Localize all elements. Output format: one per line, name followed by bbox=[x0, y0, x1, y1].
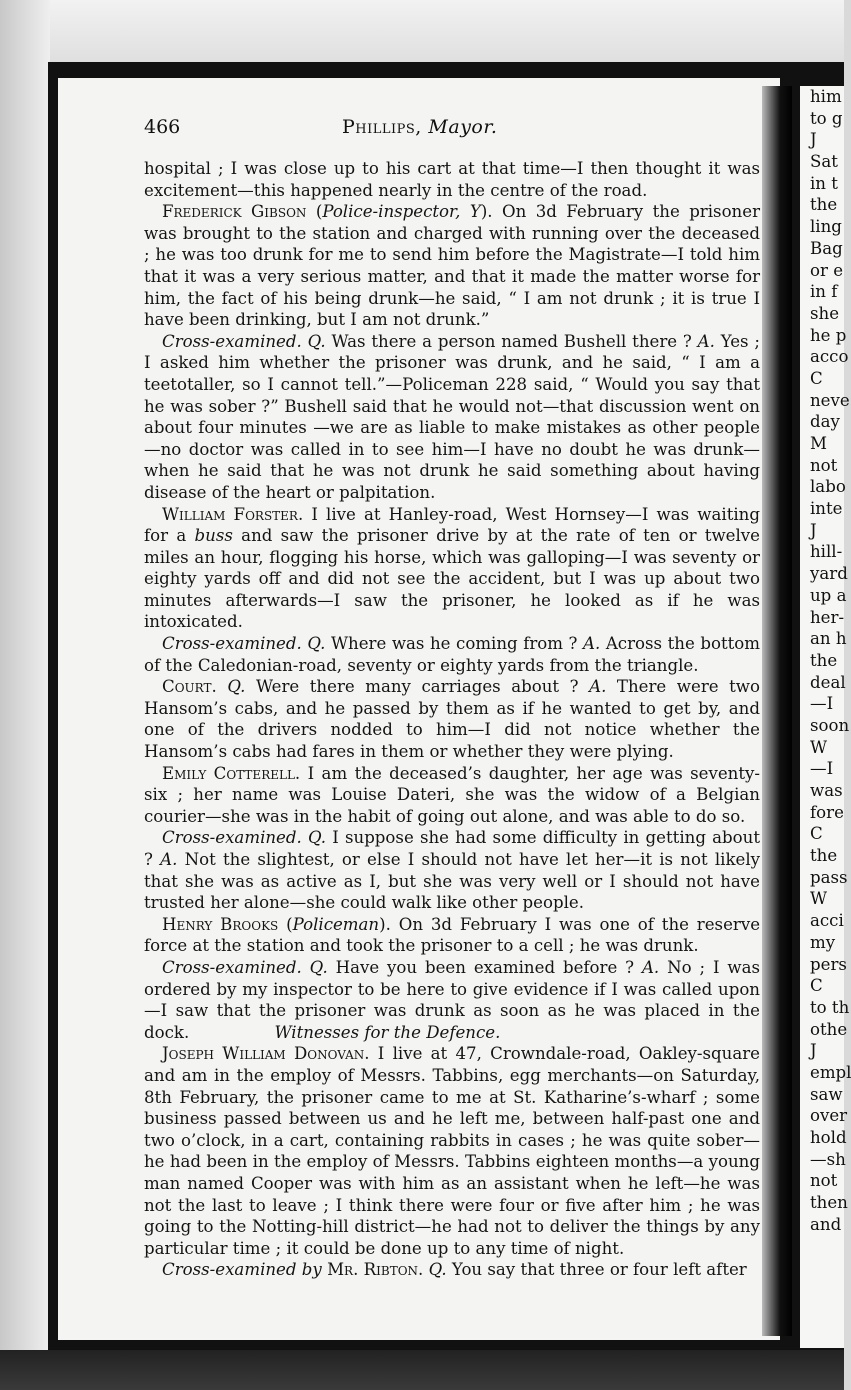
paragraph-text: I suppose she had some difficulty in getting about ? bbox=[144, 828, 760, 869]
book-page bbox=[58, 78, 780, 1340]
facing-page-line: hold bbox=[810, 1128, 847, 1147]
q-a-marker: A. bbox=[160, 850, 178, 869]
speaker-name: Joseph William Donovan. bbox=[162, 1044, 370, 1064]
facing-page-line: the bbox=[810, 846, 838, 866]
left-page-edge bbox=[0, 0, 50, 1390]
facing-page-line: J bbox=[810, 1041, 817, 1061]
facing-page-line: othe bbox=[810, 1019, 848, 1039]
facing-page-line: —I bbox=[810, 694, 834, 714]
facing-page-line: the bbox=[810, 195, 838, 215]
facing-page-line: C bbox=[810, 976, 823, 996]
facing-page-line: C bbox=[810, 824, 823, 844]
q-a-marker: Q. bbox=[309, 957, 328, 977]
facing-page-line: saw bbox=[810, 1084, 843, 1104]
facing-page-line: J bbox=[810, 130, 817, 150]
facing-page-line: was bbox=[810, 781, 843, 800]
facing-page-line: or e bbox=[810, 260, 844, 280]
paragraph-text: Not the slightest, or else I should not have let her—it is not likely that she was as active as I, but she was very well or I should not have trusted her alone—she could walk like other people. bbox=[144, 850, 760, 913]
facing-page-line: yard bbox=[810, 564, 848, 584]
facing-page-line: M bbox=[810, 434, 827, 453]
paragraph-text bbox=[302, 958, 310, 977]
paragraph-text: Where was he coming from ? bbox=[325, 634, 584, 654]
facing-page-line: my bbox=[810, 932, 836, 952]
paragraph-text: Was there a person named Bushell there ? bbox=[325, 331, 698, 351]
facing-page-line: up a bbox=[810, 585, 847, 605]
speaker-name: William Forster. bbox=[162, 504, 304, 524]
page-header bbox=[144, 116, 784, 144]
facing-page-line: over bbox=[810, 1106, 848, 1126]
facing-page-fragment bbox=[800, 86, 851, 1348]
q-a-marker: A. bbox=[583, 634, 601, 654]
italic-text: Cross-examined. bbox=[162, 331, 302, 351]
facing-page-line: inte bbox=[810, 499, 843, 519]
q-a-marker: A. bbox=[697, 331, 715, 351]
facing-page-line: to th bbox=[810, 997, 850, 1017]
facing-page-line: hill- bbox=[810, 542, 843, 562]
facing-page-line: pass bbox=[810, 867, 848, 887]
italic-text: buss bbox=[194, 526, 233, 546]
facing-page-line: the bbox=[810, 650, 838, 670]
speaker-name: Mr. Ribton. bbox=[327, 1260, 424, 1280]
facing-page-line: W bbox=[810, 889, 828, 909]
section-heading: Witnesses for the Defence. bbox=[274, 1022, 501, 1042]
facing-page-line: empl bbox=[810, 1062, 851, 1082]
paragraph bbox=[144, 957, 760, 1043]
paragraph bbox=[144, 158, 760, 201]
facing-page-line: he p bbox=[810, 325, 847, 345]
paragraph bbox=[144, 914, 760, 957]
q-a-marker: Q. bbox=[307, 331, 326, 351]
facing-page-line: not bbox=[810, 1171, 838, 1191]
facing-page-line: to g bbox=[810, 108, 843, 128]
facing-page-line: him bbox=[810, 87, 842, 106]
paragraph-text: ). On 3d February I was one of the reserve force at the station and took the prisoner to a cell ; he was drunk. bbox=[144, 914, 761, 956]
facing-page-line: C bbox=[810, 368, 823, 388]
paragraph bbox=[144, 633, 760, 676]
facing-page-line: and bbox=[810, 1214, 842, 1234]
paragraph-text: ( bbox=[306, 202, 323, 222]
speaker-name: Frederick Gibson bbox=[162, 202, 307, 222]
italic-text: Cross-examined. bbox=[162, 957, 302, 977]
paragraph-text: Have you been examined before ? bbox=[327, 957, 642, 977]
q-a-marker: Q. bbox=[428, 1260, 447, 1280]
paragraph-text: Were there many carriages about ? bbox=[245, 677, 590, 697]
paragraph-text: No ; I was ordered by my inspector to be here to give evidence if I was called upon—I saw that the prisoner was drunk as soon as he was placed in the dock. bbox=[144, 957, 760, 1042]
paragraph bbox=[144, 331, 760, 504]
speaker-name: Emily Cotterell. bbox=[162, 763, 301, 783]
q-a-marker: A. bbox=[641, 957, 660, 977]
facing-page-line: Bag bbox=[810, 238, 843, 258]
speaker-name: Henry Brooks bbox=[162, 914, 279, 934]
facing-page-line: in t bbox=[810, 173, 838, 193]
italic-text: Police-inspector, Y bbox=[322, 202, 481, 222]
paragraph-text: You say that three or four left after bbox=[446, 1260, 747, 1280]
facing-page-line: day bbox=[810, 412, 840, 432]
facing-page-line: W bbox=[810, 737, 828, 757]
facing-page-line: neve bbox=[810, 390, 850, 410]
facing-page-line: she bbox=[810, 303, 840, 323]
italic-text: Cross-examined. bbox=[162, 828, 302, 848]
italic-text: Cross-examined. bbox=[162, 634, 302, 654]
facing-page-line: fore bbox=[810, 802, 844, 822]
facing-page-line: Sat bbox=[810, 152, 838, 172]
facing-page-line: her- bbox=[810, 607, 845, 627]
facing-page-line: —sh bbox=[810, 1149, 846, 1169]
facing-page-line: —I bbox=[810, 759, 834, 779]
facing-page-line: acco bbox=[810, 347, 849, 367]
running-head bbox=[342, 116, 497, 138]
paragraph bbox=[144, 1043, 760, 1259]
facing-page-line: an h bbox=[810, 629, 847, 649]
paragraph bbox=[144, 676, 760, 762]
facing-page-line: in f bbox=[810, 282, 838, 302]
paragraph-text bbox=[217, 677, 228, 696]
paragraph-text: I live at Hanley-road, West Hornsey—I was waiting for a bbox=[144, 504, 760, 546]
paragraph-text: I am the deceased’s daughter, her age was seventy-six ; her name was Louise Dateri, she was the widow of a Belgian courier—she was in the habit of going out alone, and was able to do so. bbox=[144, 763, 760, 826]
paragraph-text: Yes ; I asked him whether the prisoner was drunk, and he said, “ I am a teetotaller, so I cannot tell.”—Policeman 228 said, “ Would you say that he was sober ?” Bushell said that he would not—that discussion went on about four minutes —we are as liable to make mistakes as other people—no doctor was called in to see him—I have no doubt he was drunk—when he said that he was not drunk he said something about having disease of the heart or palpitation. bbox=[144, 331, 760, 502]
q-a-marker: A. bbox=[589, 677, 607, 697]
paragraph-text: ). On 3d February the prisoner was brought to the station and charged with running over the deceased ; he was too drunk for me to send him before the Magistrate—I told him that it was a very serious matter, and that it made the matter worse for him, the fact of his being drunk—he said, “ I am not drunk ; it is true I have been drinking, but I am not drunk.” bbox=[144, 202, 760, 330]
page-number: 466 bbox=[144, 116, 181, 138]
paragraph bbox=[144, 1259, 760, 1281]
q-a-marker: Q. bbox=[307, 634, 326, 654]
paragraph bbox=[144, 827, 760, 913]
page-body-text bbox=[144, 158, 760, 1281]
italic-text: Cross-examined by bbox=[162, 1260, 322, 1280]
facing-page-line: labo bbox=[810, 477, 846, 497]
facing-page-line: deal bbox=[810, 672, 846, 692]
paragraph-text: There were two Hansom’s cabs, and he passed by them as if he wanted to get by, and one of the drivers nodded to him—I did not notice whether the Hansom’s cabs had fares in them or whether they were plying. bbox=[144, 677, 760, 762]
running-head-title: Mayor. bbox=[428, 116, 498, 138]
paragraph-text: ( bbox=[278, 914, 293, 934]
bottom-edge bbox=[0, 1350, 844, 1390]
facing-page-line: ling bbox=[810, 217, 842, 237]
paragraph-text: and saw the prisoner drive by at the rate of ten or twelve miles an hour, flogging his horse, which was galloping—I was seventy or eighty yards off and did not see the accident, but I was up about two minutes afterwards—I saw the prisoner, he looked as if he was intoxicated. bbox=[144, 526, 760, 632]
facing-page-line: soon bbox=[810, 715, 850, 735]
facing-page-line: acci bbox=[810, 911, 844, 931]
facing-page-line: then bbox=[810, 1193, 848, 1213]
facing-page-line: pers bbox=[810, 954, 847, 974]
facing-page-line: J bbox=[810, 520, 817, 540]
q-a-marker: Q. bbox=[307, 828, 327, 848]
running-head-name: Phillips, bbox=[342, 116, 422, 138]
paragraph-text: I live at 47, Crowndale-road, Oakley-square and am in the employ of Messrs. Tabbins, egg merchants—on Saturday, 8th February, the prisoner came to me at St. Katharine’s-wharf ; some business passed between us and he left me, between half-past one and two o’clock, in a cart, containing rabbits in cases ; he was quite sober—he had been in the employ of Messrs. Tabbins eighteen months—a young man named Cooper was with him as an assistant when he left—he was not the last to leave ; I think there were four or five after him ; he was going to the Notting-hill district—he had not to deliver the things by any particular time ; it could be done up to any time of night. bbox=[144, 1044, 760, 1258]
paragraph bbox=[144, 763, 760, 828]
paragraph bbox=[144, 201, 760, 331]
facing-page-line: not bbox=[810, 455, 838, 475]
speaker-name: Court. bbox=[162, 677, 217, 697]
paragraph bbox=[144, 504, 760, 634]
paragraph-text: Across the bottom of the Caledonian-road, seventy or eighty yards from the triangle. bbox=[144, 634, 761, 675]
book-gutter-shadow bbox=[762, 86, 792, 1336]
q-a-marker: Q. bbox=[227, 677, 246, 697]
paragraph-text: hospital ; I was close up to his cart at that time—I then thought it was excitement—this happened nearly in the centre of the road. bbox=[144, 159, 760, 200]
italic-text: Policeman bbox=[292, 914, 380, 934]
